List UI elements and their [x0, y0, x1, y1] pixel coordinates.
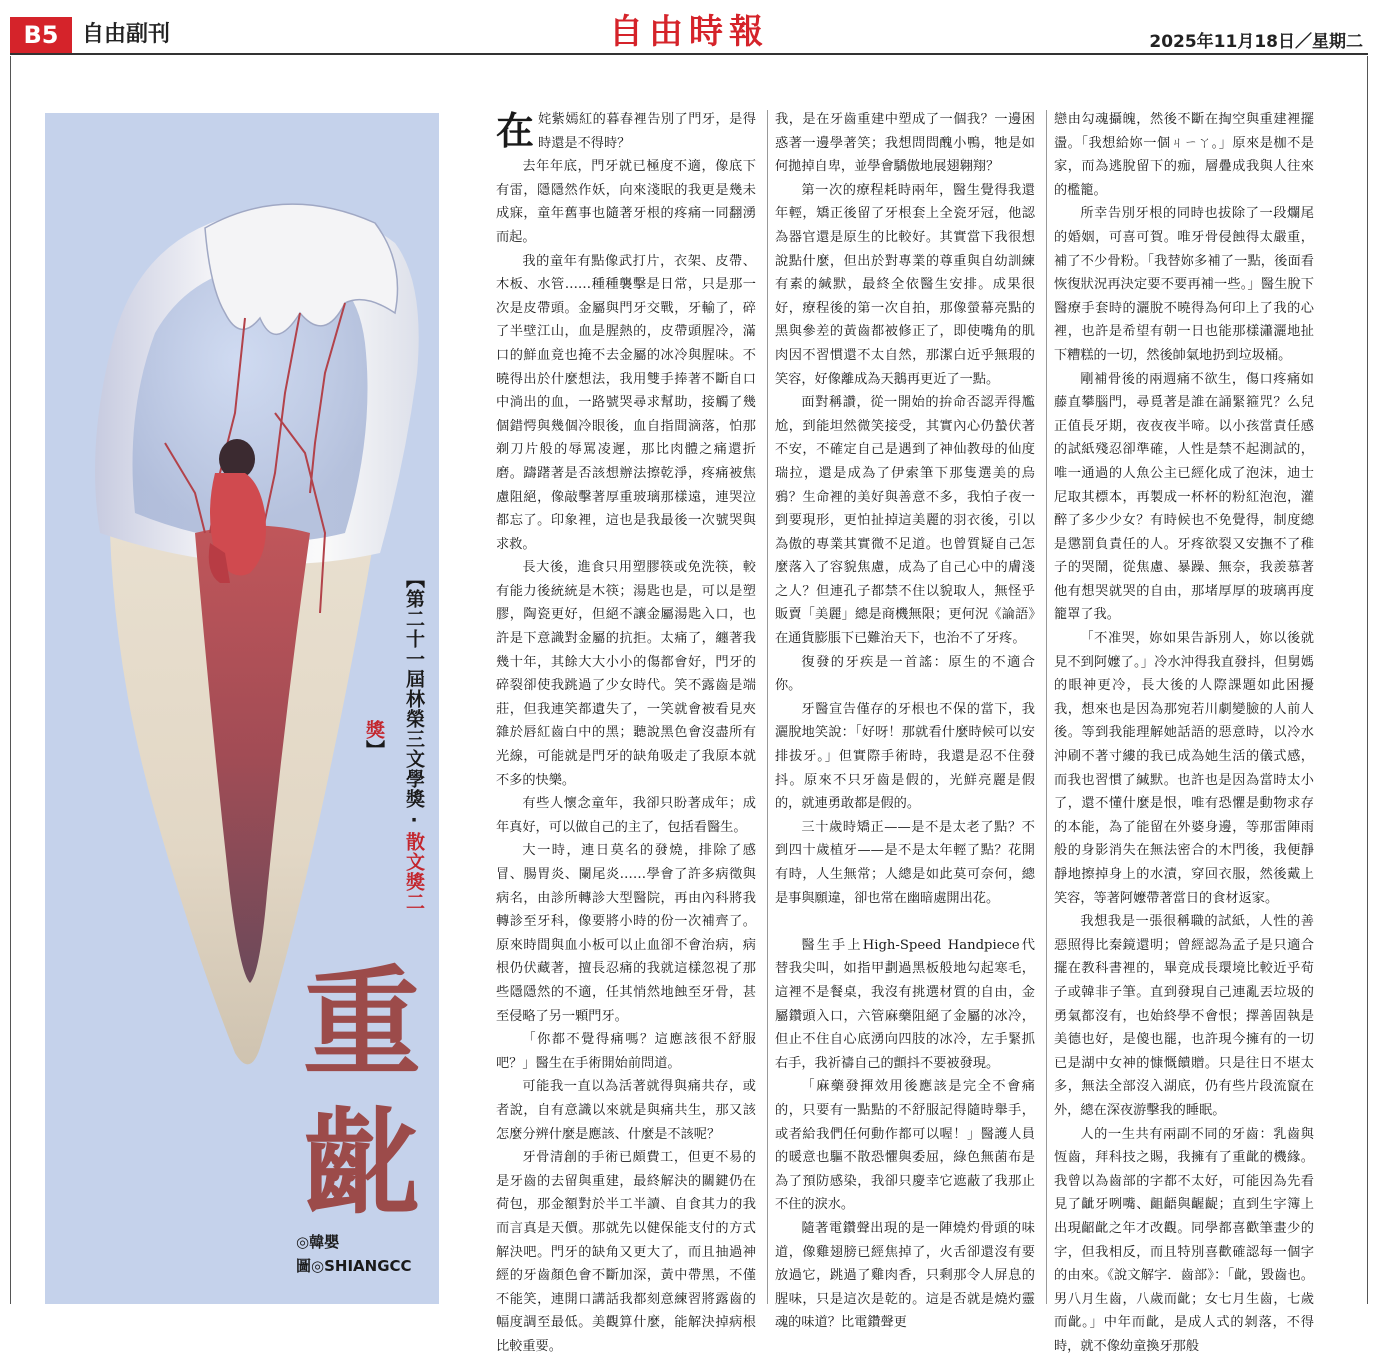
- paragraph-text: 姹紫嫣紅的暮春裡告別了門牙，是得時還是不得時？: [538, 112, 756, 151]
- article-title: [292, 952, 432, 1236]
- paragraph: [775, 391, 1035, 651]
- paragraph-text: 「你都不覺得痛嗎？這應該很不舒服吧？」醫生在手術開始前問道。: [496, 1032, 756, 1071]
- paragraph: [775, 1217, 1035, 1335]
- paragraph-text: 人的一生共有兩副不同的牙齒：乳齒與恆齒，拜科技之賜，我擁有了重齔的機緣。我曾以為齒部的字都不太好，可能因為先看見了齜牙咧嘴、齟齬與齷齪；直到生字簿上出現齠齔之年才改觀。同學都喜歡筆畫少的字，但我相反，而且特別喜歡確認每一個字的由來。《說文解字．齒部》：「齔，毀齒也。男八月生齒，八歲而齔；女七月生齒，七歲而齔。」中年而齔，是成人式的剝落，不得時，就不像幼童換牙那般: [1054, 1126, 1314, 1354]
- paragraph-text: 醫生手上High-Speed Handpiece代替我尖叫，如指甲劃過黑板般地勾起寒毛，這裡不是餐桌，我沒有挑選材質的自由，金屬鑽頭入口，六管麻藥阻絕了金屬的冰冷，但止不住自心底湧向四肢的冰冷，左手緊抓右手，我祈禱自己的顫抖不要被發現。: [775, 937, 1035, 1071]
- paragraph: [1054, 910, 1314, 1122]
- paragraph: [775, 179, 1035, 391]
- drop-cap: 在: [496, 108, 535, 153]
- paragraph-text: 有些人懷念童年，我卻只盼著成年；成年真好，可以做自己的主了，包括看醫生。: [496, 796, 756, 835]
- paragraph-text: 可能我一直以為活著就得與痛共存，或者說，自有意識以來就是與痛共生，那又該怎麼分辨什麼是應該、什麼是不該呢？: [496, 1079, 756, 1142]
- paragraph-text: 我，是在牙齒重建中塑成了一個我？一邊困惑著一邊學著笑；我想問問醜小鴨，牠是如何拋掉自卑，並學會驕傲地展翅翱翔？: [775, 112, 1035, 175]
- author: ◎韓嬰: [296, 1233, 340, 1251]
- header-rule: [10, 53, 1368, 55]
- issue-date: 2025年11月18日／星期二: [1149, 32, 1363, 52]
- paragraph-text: 去年年底，門牙就已極度不適，像底下有雷，隱隱然作妖，向來淺眠的我更是幾未成寐，童年舊事也隨著牙根的疼痛一同翻湧而起。: [496, 159, 756, 245]
- paragraph-text: 第一次的療程耗時兩年，醫生覺得我還年輕，矯正後留了牙根套上全瓷牙冠，他認為器官還是原生的比較好。其實當下我很想說點什麼，但出於對專業的尊重與自幼訓練有素的緘默，最終全依醫生安排。成果很好，療程後的第一次自拍，那像螢幕亮點的黑與參差的黃齒都被修正了，即使嘴角的肌肉因不習慣還不太自然，那潔白近乎無瑕的笑容，好像離成為天鵝再更近了一點。: [775, 182, 1035, 387]
- paragraph: [496, 792, 756, 839]
- paragraph-text: 隨著電鑽聲出現的是一陣燒灼骨頭的味道，像雞翅膀已經焦掉了，火舌卻還沒有要放過它，跳過了雞肉香，只剩那令人屏息的腥味，只是這次是乾的。這是否就是燒灼靈魂的味道？比電鑽聲更: [775, 1220, 1035, 1331]
- illustrator: 圖◎SHIANGCC: [296, 1257, 412, 1275]
- paragraph: [1054, 108, 1314, 202]
- paragraph: [496, 155, 756, 249]
- paragraph-text: 剛補骨後的兩週痛不欲生，傷口疼痛如藤直攀腦門，尋覓著是誰在誦緊箍咒？么兒正值長牙期，夜夜夜半啼。以小孩當責任感的試紙殘忍卻準確，人性是禁不起測試的，唯一通過的人魚公主已經化成了泡沫，迪士尼取其標本，再製成一杯杯的粉紅泡泡，灌醉了多少少女？有時候也不免覺得，制度總是懲罰負責任的人。牙疼欲裂又安撫不了稚子的哭鬧，從焦慮、暴躁、無奈，我羨慕著他有想哭就哭的自由，那堵厚厚的玻璃再度籠罩了我。: [1054, 371, 1314, 623]
- paragraph: [775, 108, 1035, 179]
- title-char-2: 齔: [302, 1095, 421, 1234]
- paragraph: [496, 108, 756, 155]
- paragraph-text: 三十歲時矯正——是不是太老了點？不到四十歲植牙——是不是太年輕了點？花開有時，人生無常；人總是如此莫可奈何，總是事與願違，卻也常在幽暗處開出花。: [775, 819, 1035, 906]
- paragraph: [775, 1075, 1035, 1217]
- paragraph: [1054, 202, 1314, 367]
- paragraph-text: 我想我是一張很稱職的試紙，人性的善惡照得比秦鏡還明；曾經認為孟子是只適合擺在教科書裡的，畢竟成長環境比較近乎荀子或韓非子筆。直到發現自己連亂丟垃圾的勇氣都沒有，也始終學不會恨；擇善固執是美德也好，是傻也罷，也許現今擁有的一切已是湖中女神的慷慨饋贈。只是往日不堪太多，無法全部沒入湖底，仍有些片段流竄在外，總在深夜游擊我的睡眠。: [1054, 914, 1314, 1118]
- paragraph-text: 大一時，連日莫名的發燒，排除了感冒、腸胃炎、闌尾炎……學會了許多病徵與病名，由診所轉診大型醫院，再由內科將我轉診至牙科，像要將小時的份一次補齊了。原來時間與血小板可以止血卻不會治病，病根仍伏藏著，擅長忍痛的我就這樣忽視了那些隱隱然的不適，任其悄然地蝕至牙骨，甚至侵略了另一顆門牙。: [496, 843, 756, 1024]
- paragraph-text: 所幸告別牙根的同時也拔除了一段爛尾的婚姻，可喜可賀。唯牙骨侵蝕得太嚴重，補了不少骨粉。「我替妳多補了一點，後面看恢復狀況再決定要不要再補一些。」醫生脫下醫療手套時的灑脫不曉得為何印上了我的心裡，也許是希望有朝一日也能那樣瀟灑地扯下糟糕的一切，然後帥氣地扔到垃圾桶。: [1054, 206, 1314, 363]
- paragraph: [775, 816, 1035, 910]
- award-suffix: 】: [363, 740, 385, 760]
- section-badge: B5: [10, 17, 72, 53]
- paragraph-text: 我的童年有點像武打片，衣架、皮帶、木板、水管……種種襲擊是日常，只是那一次是皮帶頭。金屬與門牙交戰，牙輸了，碎了半壁江山，血是腥熱的，皮帶頭腥冷，滿口的鮮血竟也掩不去金屬的冰冷與腥味。不曉得出於什麼想法，我用雙手捧著不斷自口中淌出的血，一路號哭尋求幫助，接觸了幾個錯愕與幾個冷眼後，血自指間滴落，怕那剃刀片般的辱罵凌遲，那比肉體之痛還折磨。躊躇著是否該想辦法擦乾淨，疼痛被焦慮阻絕，像敲擊著厚重玻璃那樣遠，連哭泣都忘了。印象裡，這也是我最後一次號哭與求救。: [496, 253, 756, 552]
- text-column-3: [1054, 108, 1314, 1354]
- paragraph-text: 復發的牙疾是一首謠：原生的不適合你。: [775, 654, 1035, 694]
- section-break: [775, 910, 1035, 934]
- newspaper-masthead: 自由時報: [609, 12, 769, 52]
- byline: [296, 1230, 412, 1278]
- paragraph: [496, 839, 756, 1028]
- paragraph: [775, 934, 1035, 1076]
- page-header: [0, 0, 1378, 56]
- award-name: 【第二十一屆林榮三文學獎‧: [403, 568, 425, 832]
- paragraph: [775, 698, 1035, 816]
- title-char-1: 重: [302, 953, 421, 1092]
- award-label: [363, 560, 434, 920]
- paragraph-text: 「麻藥發揮效用後應該是完全不會痛的，只要有一點點的不舒服記得隨時舉手，或者給我們任何動作都可以喔！」醫護人員的暖意也驅不散恐懼與委屈，綠色無菌布是為了預防感染，我卻只慶幸它遮蔽了我那止不住的淚水。: [775, 1079, 1035, 1213]
- paragraph-text: 長大後，進食只用塑膠筷或免洗筷，較有能力後統統是木筷；湯匙也是，可以是塑膠，陶瓷更好，但絕不讓金屬湯匙入口，也許是下意識對金屬的抗拒。太痛了，纏著我幾十年，其餘大大小小的傷都會好，門牙的碎裂卻使我跳過了少女時代。笑不露齒是端莊，但我連笑都遺失了，一笑就會被看見夾雜於唇紅齒白中的黑；聽說黑色會沒盡所有光線，可能就是門牙的缺角吸走了我原本就不多的快樂。: [496, 560, 756, 788]
- paragraph: [1054, 627, 1314, 910]
- paragraph: [496, 250, 756, 557]
- paragraph: [1054, 1123, 1314, 1358]
- paragraph: [496, 1146, 756, 1358]
- paragraph: [1054, 368, 1314, 628]
- paragraph-text: 戀由勾魂攝魄，然後不斷在掏空與重建裡擺盪。「我想給妳一個ㄐㄧㄚ。」原來是枷不是家，而為逃脫留下的痂，層疊成我與人往來的檻籠。: [1054, 112, 1314, 198]
- paragraph: [496, 1028, 756, 1075]
- text-column-1: [496, 108, 756, 1354]
- column-divider: [1046, 110, 1047, 1304]
- column-divider: [767, 110, 768, 1304]
- award-category: 散文獎二獎: [363, 720, 425, 912]
- paragraph-text: 「不准哭，妳如果告訴別人，妳以後就見不到阿嬤了。」冷水沖得我直發抖，但舅媽的眼神更冷，長大後的人際課題如此困擾我，想來也是因為那宛若川劇變臉的人前人後。等到我能理解她話語的惡意時，以冷水沖刷不著寸縷的我已成為她生活的儀式感，而我也習慣了緘默。也許也是因為當時太小了，還不懂什麼是恨，唯有恐懼是動物求存的本能，為了能留在外婆身邊，等那雷陣雨般的身影消失在無法密合的木門後，我便靜靜地擦掉身上的水漬，穿回衣服，然後戴上笑容，等著阿嬤帶著當日的食材返家。: [1054, 631, 1314, 906]
- paragraph-text: 牙醫宣告僅存的牙根也不保的當下，我灑脫地笑說：「好呀！那就看什麼時候可以安排拔牙。」但實際手術時，我還是忍不住發抖。原來不只牙齒是假的，光鮮亮麗是假的，就連勇敢都是假的。: [775, 701, 1035, 812]
- text-column-2: [775, 108, 1035, 1331]
- paragraph: [775, 651, 1035, 698]
- paragraph-text: 面對稱讚，從一開始的拚命否認弄得尷尬，到能坦然微笑接受，其實內心仍蟄伏著不安，不確定自己是遇到了神仙教母的仙度瑞拉，還是成為了伊索筆下那隻選美的烏鴉？生命裡的美好與善意不多，我怕子夜一到要現形，更怕扯掉這美麗的羽衣後，引以為傲的專業其實微不足道。也曾質疑自己怎麼落入了容貌焦慮，成為了自己心中的膚淺之人？但連孔子都禁不住以貌取人，無怪乎販賣「美麗」總是商機無限；更何況《論語》在通貨膨脹下已難治天下，也治不了牙疼。: [775, 395, 1035, 647]
- paragraph: [496, 1075, 756, 1146]
- paragraph-text: 牙骨清創的手術已頗費工，但更不易的是牙齒的去留與重建，最終解決的關鍵仍在荷包，那金額對於半工半讀、自食其力的我而言真是天價。那就先以健保能支付的方式解決吧。門牙的缺角又更大了，而且抽過神經的牙齒顏色會不斷加深，黃中帶黑，不僅不能笑，連開口講話我都刻意練習將露齒的幅度調至最低。美觀算什麼，能解決掉病根比較重要。: [496, 1150, 756, 1354]
- paragraph: [496, 556, 756, 792]
- section-name: 自由副刊: [82, 22, 171, 47]
